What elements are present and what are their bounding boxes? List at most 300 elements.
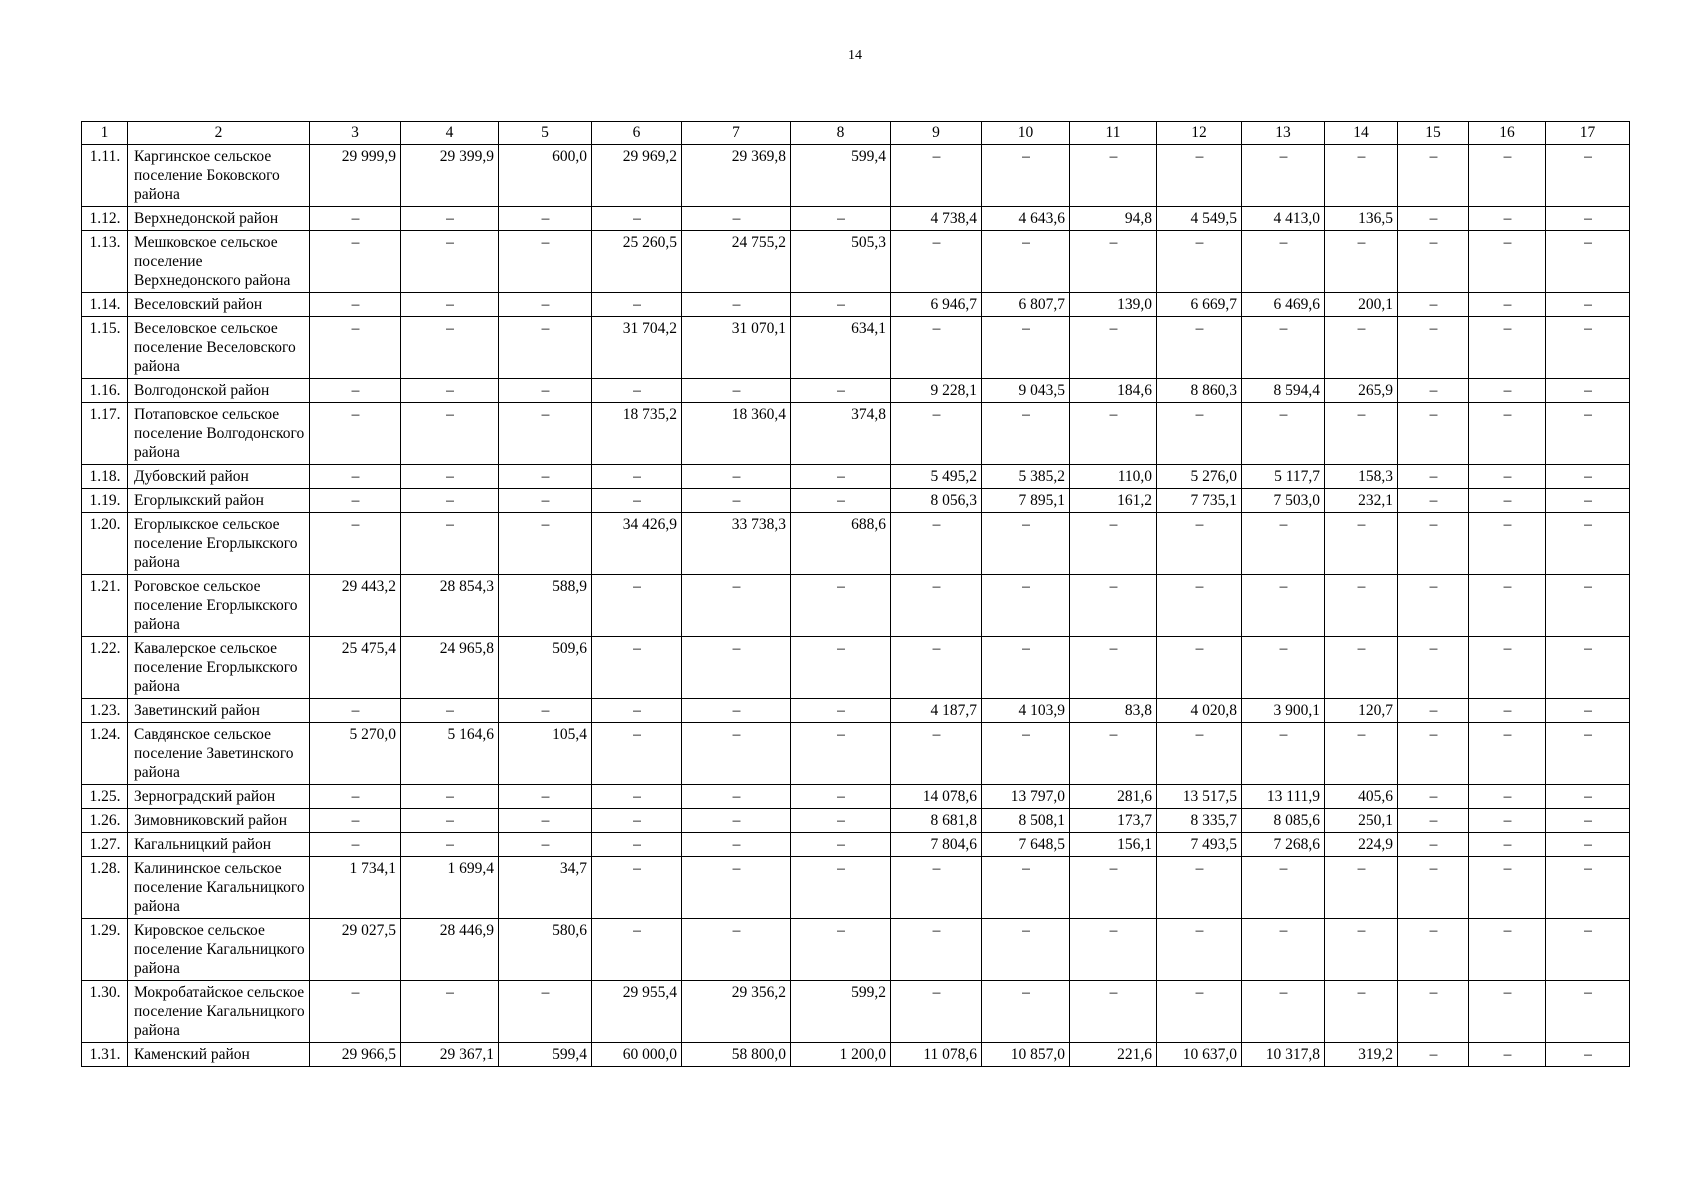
value-cell: 29 999,9: [310, 145, 401, 207]
value-cell: –: [1242, 723, 1325, 785]
value-cell: –: [1546, 785, 1630, 809]
value-cell: –: [1469, 575, 1546, 637]
value-cell: –: [1325, 403, 1398, 465]
value-cell: 28 446,9: [401, 919, 499, 981]
value-cell: –: [1070, 723, 1157, 785]
row-number-cell: 1.11.: [82, 145, 128, 207]
value-cell: –: [499, 379, 592, 403]
value-cell: –: [1546, 207, 1630, 231]
value-cell: 120,7: [1325, 699, 1398, 723]
value-cell: –: [1546, 231, 1630, 293]
value-cell: 156,1: [1070, 833, 1157, 857]
value-cell: –: [1398, 231, 1469, 293]
value-cell: –: [1325, 981, 1398, 1043]
value-cell: 29 955,4: [592, 981, 682, 1043]
value-cell: –: [1398, 833, 1469, 857]
value-cell: –: [1398, 919, 1469, 981]
value-cell: –: [1242, 857, 1325, 919]
value-cell: 5 117,7: [1242, 465, 1325, 489]
value-cell: –: [1469, 981, 1546, 1043]
value-cell: 29 969,2: [592, 145, 682, 207]
value-cell: 24 755,2: [682, 231, 791, 293]
value-cell: –: [1469, 699, 1546, 723]
value-cell: –: [682, 723, 791, 785]
value-cell: –: [592, 207, 682, 231]
value-cell: –: [499, 207, 592, 231]
table-row: [82, 1043, 1630, 1067]
value-cell: –: [1546, 1043, 1630, 1067]
value-cell: –: [1070, 145, 1157, 207]
table-row: [82, 809, 1630, 833]
row-number-cell: 1.26.: [82, 809, 128, 833]
table-row: [82, 833, 1630, 857]
value-cell: –: [791, 575, 891, 637]
table-row: [82, 145, 1630, 207]
value-cell: –: [982, 637, 1070, 699]
value-cell: –: [401, 379, 499, 403]
value-cell: –: [1469, 833, 1546, 857]
value-cell: –: [1398, 145, 1469, 207]
column-header: 8: [791, 122, 891, 145]
value-cell: –: [891, 723, 982, 785]
value-cell: 599,4: [499, 1043, 592, 1067]
value-cell: 1 699,4: [401, 857, 499, 919]
table-header-row: [82, 122, 1630, 145]
value-cell: –: [891, 317, 982, 379]
municipality-name-cell: Дубовский район: [128, 465, 310, 489]
value-cell: –: [1398, 1043, 1469, 1067]
value-cell: 31 070,1: [682, 317, 791, 379]
municipality-name-cell: Кагальницкий район: [128, 833, 310, 857]
value-cell: 8 335,7: [1157, 809, 1242, 833]
value-cell: –: [1546, 809, 1630, 833]
row-number-cell: 1.19.: [82, 489, 128, 513]
value-cell: –: [1242, 981, 1325, 1043]
column-header: 17: [1546, 122, 1630, 145]
value-cell: 5 164,6: [401, 723, 499, 785]
municipality-name-cell: Савдянское сельское поселение Заветинского района: [128, 723, 310, 785]
column-header: 16: [1469, 122, 1546, 145]
value-cell: 505,3: [791, 231, 891, 293]
value-cell: –: [982, 981, 1070, 1043]
value-cell: 405,6: [1325, 785, 1398, 809]
table-row: [82, 231, 1630, 293]
value-cell: –: [1469, 145, 1546, 207]
value-cell: –: [982, 919, 1070, 981]
value-cell: 29 966,5: [310, 1043, 401, 1067]
value-cell: –: [401, 403, 499, 465]
municipality-name-cell: Каменский район: [128, 1043, 310, 1067]
value-cell: –: [1469, 489, 1546, 513]
value-cell: –: [310, 231, 401, 293]
value-cell: –: [1469, 207, 1546, 231]
table-row: [82, 981, 1630, 1043]
value-cell: –: [401, 489, 499, 513]
row-number-cell: 1.24.: [82, 723, 128, 785]
value-cell: –: [592, 785, 682, 809]
value-cell: 7 648,5: [982, 833, 1070, 857]
value-cell: –: [1469, 231, 1546, 293]
value-cell: –: [1242, 575, 1325, 637]
column-header: 11: [1070, 122, 1157, 145]
value-cell: 8 085,6: [1242, 809, 1325, 833]
value-cell: 33 738,3: [682, 513, 791, 575]
value-cell: –: [401, 699, 499, 723]
value-cell: –: [791, 785, 891, 809]
value-cell: –: [682, 489, 791, 513]
value-cell: 6 669,7: [1157, 293, 1242, 317]
value-cell: –: [401, 231, 499, 293]
value-cell: 4 103,9: [982, 699, 1070, 723]
value-cell: –: [891, 981, 982, 1043]
value-cell: 281,6: [1070, 785, 1157, 809]
value-cell: 29 369,8: [682, 145, 791, 207]
value-cell: –: [791, 833, 891, 857]
row-number-cell: 1.30.: [82, 981, 128, 1043]
value-cell: –: [891, 231, 982, 293]
value-cell: –: [982, 317, 1070, 379]
value-cell: 10 857,0: [982, 1043, 1070, 1067]
value-cell: –: [592, 465, 682, 489]
municipality-name-cell: Зерноградский район: [128, 785, 310, 809]
municipality-name-cell: Верхнедонской район: [128, 207, 310, 231]
column-header: 5: [499, 122, 592, 145]
table-row: [82, 637, 1630, 699]
value-cell: 29 367,1: [401, 1043, 499, 1067]
column-header: 6: [592, 122, 682, 145]
value-cell: –: [499, 833, 592, 857]
table-row: [82, 575, 1630, 637]
value-cell: –: [1398, 379, 1469, 403]
value-cell: –: [982, 723, 1070, 785]
value-cell: –: [1398, 489, 1469, 513]
value-cell: –: [982, 513, 1070, 575]
value-cell: –: [891, 857, 982, 919]
value-cell: –: [592, 833, 682, 857]
value-cell: –: [682, 637, 791, 699]
value-cell: 8 860,3: [1157, 379, 1242, 403]
value-cell: 4 020,8: [1157, 699, 1242, 723]
municipality-name-cell: Веселовское сельское поселение Веселовского района: [128, 317, 310, 379]
value-cell: –: [592, 857, 682, 919]
value-cell: –: [1157, 145, 1242, 207]
value-cell: –: [401, 293, 499, 317]
value-cell: 8 056,3: [891, 489, 982, 513]
value-cell: 161,2: [1070, 489, 1157, 513]
value-cell: –: [682, 465, 791, 489]
value-cell: 29 356,2: [682, 981, 791, 1043]
value-cell: –: [1469, 637, 1546, 699]
value-cell: 9 228,1: [891, 379, 982, 403]
table-row: [82, 379, 1630, 403]
municipality-name-cell: Кировское сельское поселение Кагальницкого района: [128, 919, 310, 981]
municipality-name-cell: Потаповское сельское поселение Волгодонского района: [128, 403, 310, 465]
table-row: [82, 723, 1630, 785]
value-cell: 105,4: [499, 723, 592, 785]
municipality-name-cell: Калининское сельское поселение Кагальницкого района: [128, 857, 310, 919]
value-cell: –: [592, 919, 682, 981]
value-cell: –: [1157, 403, 1242, 465]
budget-allocation-table: [81, 121, 1630, 1067]
value-cell: 7 503,0: [1242, 489, 1325, 513]
value-cell: –: [310, 465, 401, 489]
value-cell: –: [1070, 919, 1157, 981]
value-cell: 34,7: [499, 857, 592, 919]
value-cell: –: [682, 379, 791, 403]
value-cell: –: [1325, 317, 1398, 379]
value-cell: 29 027,5: [310, 919, 401, 981]
value-cell: –: [1398, 575, 1469, 637]
value-cell: –: [1157, 575, 1242, 637]
value-cell: 18 360,4: [682, 403, 791, 465]
municipality-name-cell: Каргинское сельское поселение Боковского района: [128, 145, 310, 207]
value-cell: 3 900,1: [1242, 699, 1325, 723]
value-cell: –: [401, 809, 499, 833]
value-cell: 18 735,2: [592, 403, 682, 465]
value-cell: –: [682, 919, 791, 981]
value-cell: –: [499, 465, 592, 489]
value-cell: –: [1546, 403, 1630, 465]
value-cell: –: [791, 489, 891, 513]
value-cell: –: [1398, 809, 1469, 833]
value-cell: 600,0: [499, 145, 592, 207]
value-cell: 6 807,7: [982, 293, 1070, 317]
value-cell: –: [1546, 637, 1630, 699]
row-number-cell: 1.23.: [82, 699, 128, 723]
value-cell: –: [891, 513, 982, 575]
value-cell: 9 043,5: [982, 379, 1070, 403]
value-cell: –: [1325, 575, 1398, 637]
municipality-name-cell: Веселовский район: [128, 293, 310, 317]
column-header: 15: [1398, 122, 1469, 145]
value-cell: 250,1: [1325, 809, 1398, 833]
table-row: [82, 317, 1630, 379]
value-cell: 599,4: [791, 145, 891, 207]
value-cell: 5 495,2: [891, 465, 982, 489]
value-cell: 5 385,2: [982, 465, 1070, 489]
municipality-name-cell: Зимовниковский район: [128, 809, 310, 833]
value-cell: 232,1: [1325, 489, 1398, 513]
value-cell: –: [682, 809, 791, 833]
value-cell: –: [1398, 207, 1469, 231]
value-cell: 136,5: [1325, 207, 1398, 231]
value-cell: –: [1546, 317, 1630, 379]
value-cell: 13 797,0: [982, 785, 1070, 809]
value-cell: –: [1546, 981, 1630, 1043]
value-cell: –: [1242, 919, 1325, 981]
column-header: 14: [1325, 122, 1398, 145]
value-cell: –: [1398, 317, 1469, 379]
value-cell: –: [1398, 723, 1469, 785]
value-cell: –: [1469, 465, 1546, 489]
value-cell: 13 111,9: [1242, 785, 1325, 809]
value-cell: –: [1398, 465, 1469, 489]
value-cell: –: [310, 403, 401, 465]
value-cell: 688,6: [791, 513, 891, 575]
value-cell: –: [592, 699, 682, 723]
value-cell: 184,6: [1070, 379, 1157, 403]
value-cell: 588,9: [499, 575, 592, 637]
value-cell: –: [1546, 575, 1630, 637]
value-cell: –: [310, 981, 401, 1043]
table-row: [82, 489, 1630, 513]
table-row: [82, 699, 1630, 723]
value-cell: –: [1157, 513, 1242, 575]
value-cell: 11 078,6: [891, 1043, 982, 1067]
value-cell: –: [1546, 145, 1630, 207]
value-cell: –: [1325, 919, 1398, 981]
value-cell: –: [982, 145, 1070, 207]
value-cell: 7 493,5: [1157, 833, 1242, 857]
value-cell: –: [1469, 857, 1546, 919]
value-cell: –: [499, 981, 592, 1043]
value-cell: –: [401, 317, 499, 379]
value-cell: –: [1157, 857, 1242, 919]
value-cell: –: [1546, 699, 1630, 723]
value-cell: –: [891, 575, 982, 637]
value-cell: 7 268,6: [1242, 833, 1325, 857]
value-cell: –: [1070, 317, 1157, 379]
row-number-cell: 1.29.: [82, 919, 128, 981]
value-cell: –: [1325, 637, 1398, 699]
value-cell: –: [791, 723, 891, 785]
value-cell: 200,1: [1325, 293, 1398, 317]
value-cell: 4 413,0: [1242, 207, 1325, 231]
column-header: 4: [401, 122, 499, 145]
value-cell: 110,0: [1070, 465, 1157, 489]
row-number-cell: 1.14.: [82, 293, 128, 317]
column-header: 9: [891, 122, 982, 145]
municipality-name-cell: Мешковское сельское поселение Верхнедонского района: [128, 231, 310, 293]
value-cell: –: [1546, 833, 1630, 857]
value-cell: –: [1242, 513, 1325, 575]
value-cell: –: [1325, 513, 1398, 575]
value-cell: –: [401, 833, 499, 857]
value-cell: 5 270,0: [310, 723, 401, 785]
value-cell: 29 443,2: [310, 575, 401, 637]
value-cell: –: [1469, 785, 1546, 809]
value-cell: –: [401, 785, 499, 809]
table-row: [82, 919, 1630, 981]
value-cell: 7 735,1: [1157, 489, 1242, 513]
value-cell: –: [310, 293, 401, 317]
value-cell: –: [1070, 857, 1157, 919]
value-cell: –: [499, 317, 592, 379]
value-cell: –: [1157, 723, 1242, 785]
value-cell: –: [310, 699, 401, 723]
row-number-cell: 1.27.: [82, 833, 128, 857]
value-cell: –: [310, 785, 401, 809]
row-number-cell: 1.22.: [82, 637, 128, 699]
row-number-cell: 1.12.: [82, 207, 128, 231]
value-cell: –: [1546, 723, 1630, 785]
value-cell: –: [1070, 981, 1157, 1043]
value-cell: 4 738,4: [891, 207, 982, 231]
value-cell: 265,9: [1325, 379, 1398, 403]
row-number-cell: 1.21.: [82, 575, 128, 637]
value-cell: –: [791, 379, 891, 403]
value-cell: 10 637,0: [1157, 1043, 1242, 1067]
value-cell: –: [1157, 919, 1242, 981]
row-number-cell: 1.28.: [82, 857, 128, 919]
value-cell: –: [1398, 637, 1469, 699]
value-cell: –: [791, 293, 891, 317]
value-cell: –: [1398, 293, 1469, 317]
value-cell: –: [1546, 489, 1630, 513]
value-cell: –: [310, 317, 401, 379]
value-cell: 4 643,6: [982, 207, 1070, 231]
row-number-cell: 1.18.: [82, 465, 128, 489]
value-cell: 24 965,8: [401, 637, 499, 699]
value-cell: –: [1469, 379, 1546, 403]
municipality-name-cell: Мокробатайское сельское поселение Кагальницкого района: [128, 981, 310, 1043]
value-cell: –: [499, 293, 592, 317]
value-cell: –: [1469, 317, 1546, 379]
value-cell: 319,2: [1325, 1043, 1398, 1067]
value-cell: –: [1157, 637, 1242, 699]
value-cell: –: [1070, 513, 1157, 575]
value-cell: –: [1398, 403, 1469, 465]
value-cell: –: [499, 785, 592, 809]
value-cell: –: [401, 981, 499, 1043]
municipality-name-cell: Заветинский район: [128, 699, 310, 723]
value-cell: –: [401, 465, 499, 489]
municipality-name-cell: Волгодонской район: [128, 379, 310, 403]
value-cell: 580,6: [499, 919, 592, 981]
value-cell: 29 399,9: [401, 145, 499, 207]
value-cell: 4 187,7: [891, 699, 982, 723]
value-cell: 224,9: [1325, 833, 1398, 857]
row-number-cell: 1.17.: [82, 403, 128, 465]
value-cell: 8 594,4: [1242, 379, 1325, 403]
value-cell: –: [1546, 293, 1630, 317]
table-row: [82, 207, 1630, 231]
value-cell: –: [499, 231, 592, 293]
value-cell: –: [982, 231, 1070, 293]
value-cell: –: [310, 513, 401, 575]
municipality-name-cell: Егорлыкский район: [128, 489, 310, 513]
value-cell: –: [1325, 145, 1398, 207]
value-cell: –: [1070, 231, 1157, 293]
value-cell: –: [592, 293, 682, 317]
value-cell: –: [499, 809, 592, 833]
value-cell: 58 800,0: [682, 1043, 791, 1067]
column-header: 3: [310, 122, 401, 145]
value-cell: –: [1398, 857, 1469, 919]
value-cell: –: [310, 207, 401, 231]
value-cell: –: [682, 699, 791, 723]
column-header: 12: [1157, 122, 1242, 145]
value-cell: –: [982, 857, 1070, 919]
value-cell: 5 276,0: [1157, 465, 1242, 489]
value-cell: –: [682, 293, 791, 317]
value-cell: –: [1398, 699, 1469, 723]
value-cell: –: [891, 403, 982, 465]
value-cell: –: [682, 207, 791, 231]
row-number-cell: 1.31.: [82, 1043, 128, 1067]
municipality-name-cell: Роговское сельское поселение Егорлыкского района: [128, 575, 310, 637]
value-cell: –: [592, 809, 682, 833]
value-cell: –: [1157, 231, 1242, 293]
value-cell: –: [791, 465, 891, 489]
row-number-cell: 1.16.: [82, 379, 128, 403]
value-cell: 6 946,7: [891, 293, 982, 317]
value-cell: –: [791, 809, 891, 833]
value-cell: –: [791, 919, 891, 981]
column-header: 10: [982, 122, 1070, 145]
value-cell: 10 317,8: [1242, 1043, 1325, 1067]
value-cell: –: [592, 379, 682, 403]
